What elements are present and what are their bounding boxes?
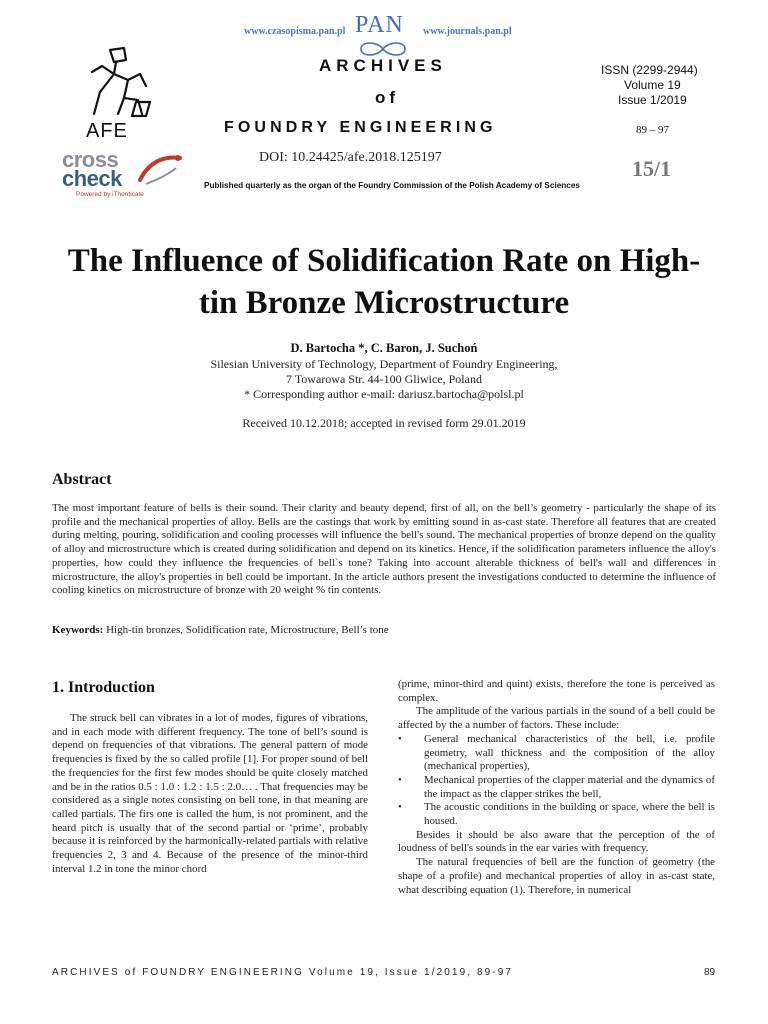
received-dates: Received 10.12.2018; accepted in revised form 29.01.2019 bbox=[242, 416, 526, 430]
crosscheck-logo bbox=[62, 147, 192, 206]
pan-logo bbox=[355, 12, 404, 39]
affiliation bbox=[0, 357, 768, 402]
afe-logo bbox=[80, 44, 160, 144]
abstract-heading: Abstract bbox=[52, 471, 112, 488]
affiliation-line2: 7 Towarowa Str. 44-100 Gliwice, Poland bbox=[286, 372, 482, 386]
header-url-right: www.journals.pan.pl bbox=[423, 26, 512, 37]
afe-logo-text: AFE bbox=[86, 120, 128, 142]
pan-logo-text: PAN bbox=[355, 12, 404, 38]
intro-paragraph-cont: (prime, minor-third and quint) exists, therefore the tone is perceived as complex. bbox=[398, 678, 715, 704]
list-item: • General mechanical characteristics of the bell, i.e. profile geometry, wall thickness and the composition of the alloy (mechanical properties), bbox=[398, 733, 715, 774]
doi[interactable]: DOI: 10.24425/afe.2018.125197 bbox=[259, 150, 442, 165]
issue: Issue 1/2019 bbox=[618, 93, 687, 107]
intro-paragraph-1: The struck bell can vibrates in a lot of modes, figures of vibrations, and in each mode with different frequency. The tone of bell’s sound is depend on frequencies of that vibrations. The general pattern of mode frequencies is fixed by the so called profile [1]. For proper sound of bell the frequencies for the first few modes should be quite closely matched and be in the ratios 0.5 : 1.0 : 1.2 : 1.5 : 2.0… . That frequencies may be considered as a single notes consisting on bell tone, in that meaning are called partials. The firs one is called the hum, is not prominent, and the heard pitch is usually that of the second partial or ‘prime’, probably because it is reinforced by the harmonically-related partials with relative frequencies 2, 3 and 4. Because of the presence of the minor-third interval 1.2 in tone the minor chord bbox=[52, 712, 368, 875]
crosscheck-line2: check bbox=[62, 166, 122, 191]
affiliation-line3[interactable]: * Corresponding author e-mail: dariusz.bartocha@polsl.pl bbox=[244, 387, 524, 401]
list-item: • Mechanical properties of the clapper material and the dynamics of the impact as the clapper strikes the bell, bbox=[398, 774, 715, 801]
crosscheck-powered: Powered by iThenticate bbox=[76, 191, 144, 198]
keywords bbox=[52, 624, 716, 636]
journal-title-line2: of bbox=[375, 88, 400, 107]
list-item: • The acoustic conditions in the building or space, where the bell is housed. bbox=[398, 801, 715, 828]
intro-paragraph-4: The natural frequencies of bell are the function of geometry (the shape of a profile) and mechanical properties of alloy in as-cast state, what describing equation (1). Therefore, in numerical bbox=[398, 856, 715, 896]
left-column bbox=[52, 712, 368, 876]
authors: D. Bartocha *, C. Baron, J. Suchoń bbox=[290, 341, 478, 355]
page-range: 89 – 97 bbox=[636, 124, 669, 136]
crosscheck-line1: cross bbox=[62, 147, 119, 172]
published-note: Published quarterly as the organ of the Foundry Commission of the Polish Academy of Sciences bbox=[204, 181, 580, 190]
abstract-text: The most important feature of bells is their sound. Their clarity and beauty depend, first of all, on the bell’s geometry - particularly the shape of its profile and the mechanical properties of alloy. Bells are the castings that work by emitting sound in as-cast state. Therefore all features that are created during melting, pouring, solidification and cooling processes will influence the bell's sound. The mechanical properties of bronze depend on the quality of alloy and microstructure which is created during solidification and depend on its kinetics. Hence, if the solidification parameters influence the alloy's properties, how could they influence the frequencies of bell`s tone? Taking into account alterable thickness of bell's wall and differences in microstructure, the alloy's properties in bell could be important. In the article authors present the investigations conducted to determine the influence of cooling kinetics on microstructure of bronze with 20 weight % tin contents. bbox=[52, 502, 716, 597]
article-number: 15/1 bbox=[632, 156, 672, 181]
intro-paragraph-3: Besides it should be also aware that the perception of the of loudness of bell's sounds in the ear varies with frequency. bbox=[398, 828, 715, 855]
keywords-label: Keywords: bbox=[52, 624, 104, 636]
crosscheck-swoosh-icon bbox=[136, 150, 184, 190]
issn: ISSN (2299-2944) bbox=[601, 63, 698, 77]
foundry-worker-icon bbox=[80, 44, 160, 122]
journal-title-line1: ARCHIVES bbox=[319, 56, 447, 75]
right-column bbox=[398, 678, 715, 897]
header-url-left: www.czasopisma.pan.pl bbox=[244, 26, 346, 37]
paper-title bbox=[20, 240, 748, 324]
keywords-text: High-tin bronzes, Solidification rate, Microstructure, Bell’s tone bbox=[103, 624, 389, 636]
paper-title-line1: The Influence of Solidification Rate on High- bbox=[67, 243, 701, 279]
running-footer: ARCHIVES of FOUNDRY ENGINEERING Volume 19, Issue 1/2019, 89-97 bbox=[52, 967, 514, 978]
volume: Volume 19 bbox=[624, 78, 681, 92]
factors-list bbox=[398, 733, 715, 829]
intro-heading: 1. Introduction bbox=[52, 679, 155, 696]
paper-title-line2: tin Bronze Microstructure bbox=[198, 285, 570, 321]
journal-title-line3: FOUNDRY ENGINEERING bbox=[224, 119, 497, 136]
page-number: 89 bbox=[704, 967, 716, 978]
affiliation-line1: Silesian University of Technology, Department of Foundry Engineering, bbox=[210, 357, 558, 371]
intro-paragraph-2: The amplitude of the various partials in the sound of a bell could be affected by the a number of factors. These include: bbox=[398, 705, 715, 732]
